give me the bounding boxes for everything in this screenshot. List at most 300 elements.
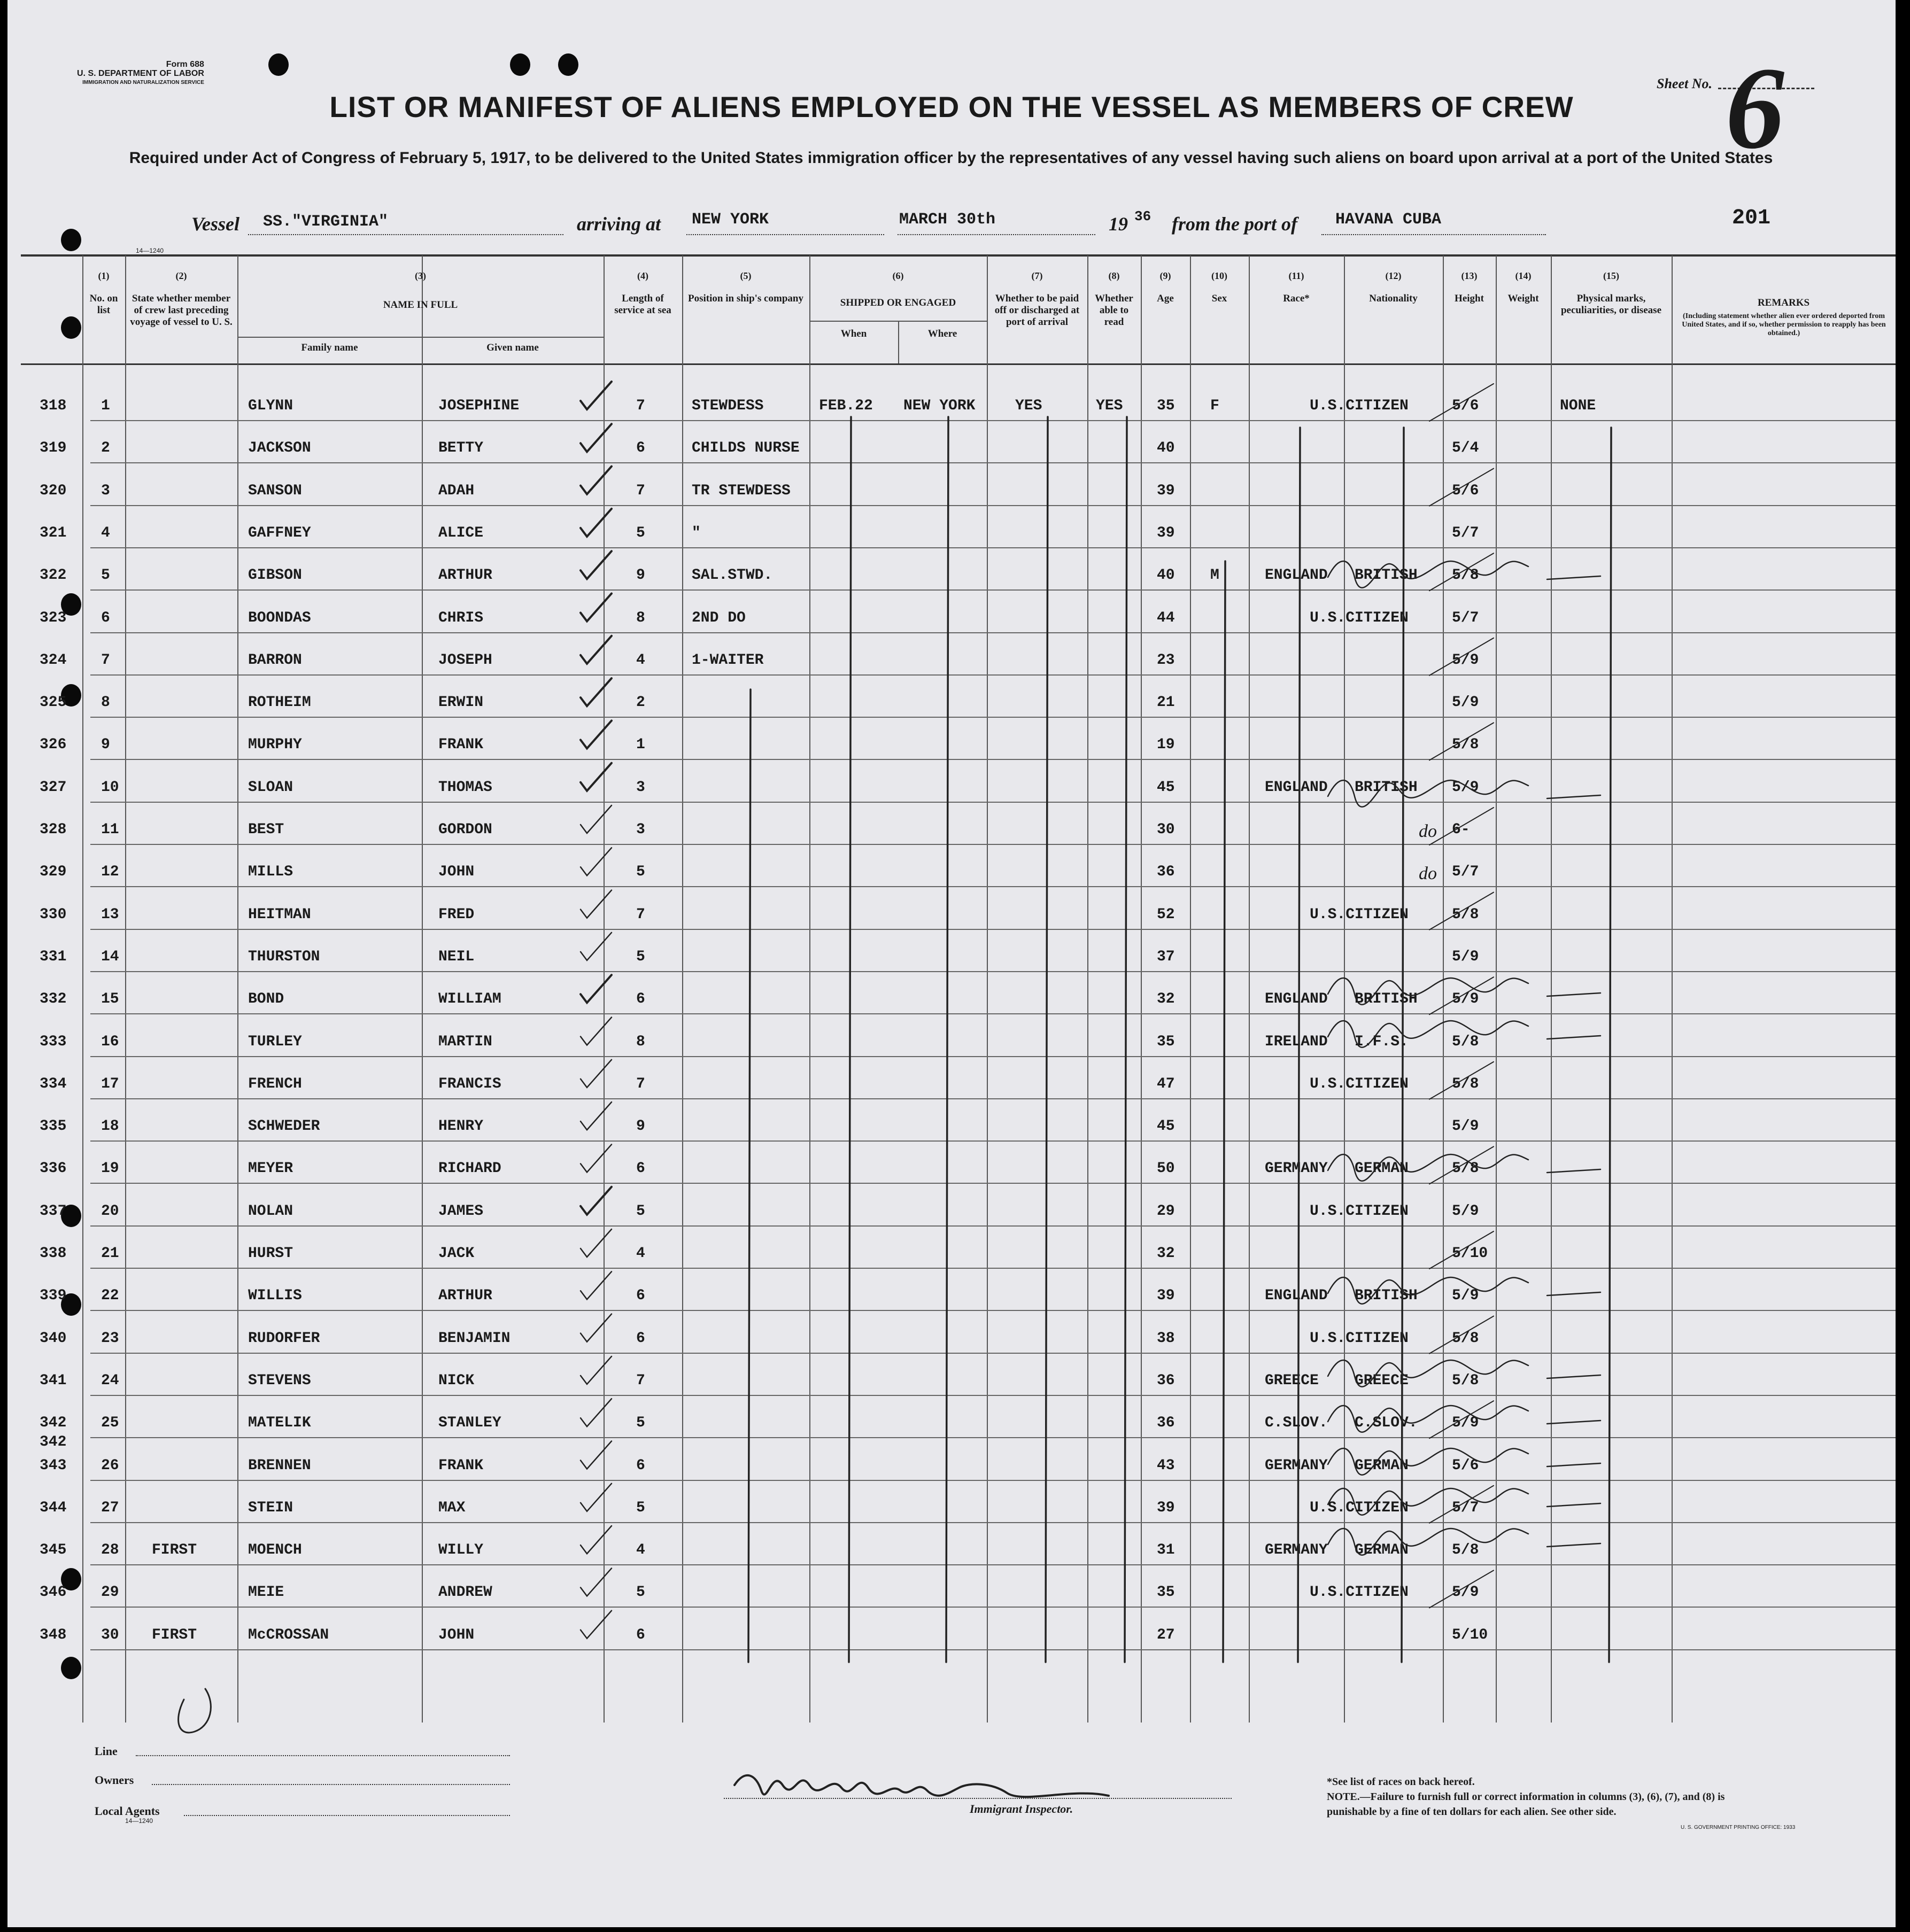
sheet-number: 6	[1726, 43, 1784, 173]
height: 5/6	[1452, 1457, 1479, 1474]
margin-list-number: 332	[40, 991, 67, 1008]
row-rule	[90, 1310, 1896, 1311]
age: 39	[1157, 1499, 1175, 1516]
margin-list-number: 320	[40, 482, 67, 499]
check-mark	[581, 1018, 612, 1045]
margin-list-number: 330	[40, 906, 67, 923]
arriving-label: arriving at	[577, 213, 661, 235]
length-of-service: 9	[636, 567, 645, 584]
row-rule	[90, 1013, 1896, 1014]
family-name: SCHWEDER	[248, 1118, 320, 1135]
nationality: U.S.CITIZEN	[1310, 1202, 1409, 1220]
nationality: GREECE	[1355, 1372, 1409, 1389]
column-header: Nationality	[1369, 293, 1418, 304]
inspector-signature	[734, 1775, 1109, 1797]
check-mark	[581, 1271, 612, 1299]
handwritten-annotation	[1547, 795, 1600, 798]
nationality: BRITISH	[1355, 991, 1418, 1008]
race: GERMANY	[1265, 1160, 1328, 1177]
row-number: 8	[101, 694, 110, 711]
row-rule	[90, 844, 1896, 845]
row-rule	[90, 1395, 1896, 1396]
height: 5/7	[1452, 864, 1479, 881]
sex: F	[1210, 398, 1219, 414]
height: 5/9	[1452, 991, 1479, 1008]
height: 5/8	[1452, 736, 1479, 754]
ditto-line	[849, 417, 851, 1662]
row-rule	[90, 420, 1896, 421]
given-name: BENJAMIN	[438, 1330, 511, 1347]
ditto-line	[946, 417, 948, 1662]
race: GERMANY	[1265, 1542, 1328, 1559]
column-header: Whether to be paid off or discharged at port of arrival	[994, 293, 1080, 328]
race: ENGLAND	[1265, 779, 1328, 796]
position: CHILDS NURSE	[692, 440, 800, 457]
row-number: 17	[101, 1075, 119, 1092]
row-rule	[90, 802, 1896, 803]
given-name: FRANCIS	[438, 1075, 501, 1092]
family-name: SLOAN	[248, 779, 293, 796]
header-bottom-border	[21, 363, 1896, 365]
position: SAL.STWD.	[692, 567, 773, 584]
age: 19	[1157, 736, 1175, 754]
age: 40	[1157, 567, 1175, 584]
column-rule	[125, 255, 126, 1722]
height: 5/9	[1452, 1415, 1479, 1432]
handwritten-annotation	[1547, 1169, 1600, 1173]
family-name: BRENNEN	[248, 1457, 311, 1474]
paid-off: YES	[1015, 398, 1042, 414]
margin-list-number: 339	[40, 1287, 67, 1305]
age: 43	[1157, 1457, 1175, 1474]
column-header: NAME IN FULL	[383, 299, 458, 311]
position: STEWDESS	[692, 398, 764, 414]
length-of-service: 3	[636, 821, 645, 838]
nationality: BRITISH	[1355, 1287, 1418, 1305]
given-name: STANLEY	[438, 1415, 501, 1432]
row-number: 19	[101, 1160, 119, 1177]
row-rule	[90, 929, 1896, 930]
height: 5/8	[1452, 1033, 1479, 1050]
row-number: 15	[101, 991, 119, 1008]
age: 35	[1157, 1033, 1175, 1050]
ditto-line	[1046, 417, 1048, 1662]
family-name: MEYER	[248, 1160, 293, 1177]
check-mark	[581, 1399, 612, 1426]
given-name: JOHN	[438, 1626, 475, 1643]
row-number: 5	[101, 567, 110, 584]
margin-list-number: 333	[40, 1033, 67, 1050]
margin-list-number: 348	[40, 1626, 67, 1643]
family-name: FRENCH	[248, 1075, 302, 1092]
length-of-service: 7	[636, 906, 645, 923]
position: TR STEWDESS	[692, 482, 791, 499]
given-name: JAMES	[438, 1202, 484, 1220]
length-of-service: 6	[636, 440, 645, 457]
margin-list-number: 335	[40, 1118, 67, 1135]
row-rule	[90, 1056, 1896, 1057]
given-name: NEIL	[438, 948, 475, 965]
check-mark	[581, 1314, 612, 1342]
row-number: 30	[101, 1626, 119, 1643]
length-of-service: 7	[636, 398, 645, 414]
family-name: MURPHY	[248, 736, 302, 754]
row-rule	[90, 632, 1896, 633]
age: 36	[1157, 864, 1175, 881]
handwritten-annotation	[1547, 1375, 1600, 1378]
check-mark	[581, 1441, 612, 1469]
check-mark	[581, 1102, 612, 1130]
length-of-service: 4	[636, 1245, 645, 1262]
margin-list-number: 343	[40, 1457, 67, 1474]
length-of-service: 1	[636, 736, 645, 754]
column-rule	[82, 255, 83, 1722]
column-header: Weight	[1507, 293, 1539, 304]
length-of-service: 5	[636, 524, 645, 541]
column-header: REMARKS	[1757, 297, 1810, 308]
family-name: BOONDAS	[248, 609, 311, 626]
ditto-line	[1609, 428, 1611, 1662]
race: IRELAND	[1265, 1033, 1328, 1050]
row-rule	[90, 759, 1896, 760]
punch-hole	[61, 316, 81, 339]
family-name: GLYNN	[248, 398, 293, 414]
line-label: Line	[95, 1744, 118, 1758]
margin-list-number: 340	[40, 1330, 67, 1347]
row-number: 18	[101, 1118, 119, 1135]
height: 5/10	[1452, 1626, 1488, 1643]
column-number: (14)	[1515, 270, 1532, 281]
given-name: FRANK	[438, 1457, 484, 1474]
given-name: JACK	[438, 1245, 475, 1262]
age: 31	[1157, 1542, 1175, 1559]
owners-label: Owners	[95, 1773, 134, 1787]
given-name: JOSEPH	[438, 651, 492, 669]
height: 5/8	[1452, 1542, 1479, 1559]
height: 5/8	[1452, 1330, 1479, 1347]
row-rule	[90, 1607, 1896, 1608]
vessel-label: Vessel	[191, 213, 239, 235]
margin-list-number: 334	[40, 1075, 67, 1092]
family-name: BARRON	[248, 651, 302, 669]
height: 5/8	[1452, 1160, 1479, 1177]
column-header: Position in ship's company	[688, 293, 803, 304]
height: 5/9	[1452, 779, 1479, 796]
column-header: Age	[1157, 293, 1174, 304]
age: 44	[1157, 609, 1175, 626]
check-mark	[581, 1144, 612, 1172]
column-header: Sex	[1211, 293, 1227, 304]
margin-list-number: 321	[40, 524, 67, 541]
nationality: U.S.CITIZEN	[1310, 1075, 1409, 1092]
column-number: (11)	[1288, 270, 1304, 281]
row-rule	[90, 1564, 1896, 1565]
subheader-when: When	[840, 328, 867, 339]
small-code: 14—1240	[136, 247, 164, 254]
length-of-service: 5	[636, 1584, 645, 1601]
row-rule	[90, 971, 1896, 972]
column-number: (7)	[1031, 270, 1043, 281]
given-name: HENRY	[438, 1118, 484, 1135]
margin-list-number: 337	[40, 1202, 67, 1220]
from-label: from the port of	[1172, 213, 1298, 235]
margin-list-number: 338	[40, 1245, 67, 1262]
column-rule	[987, 255, 988, 1722]
column-rule	[1551, 255, 1552, 1722]
age: 21	[1157, 694, 1175, 711]
height: 5/9	[1452, 651, 1479, 669]
check-mark	[581, 594, 612, 622]
form-id-block	[77, 60, 204, 87]
shipped-when: FEB.22	[819, 398, 873, 414]
given-name: ARTHUR	[438, 567, 492, 584]
age: 29	[1157, 1202, 1175, 1220]
family-name: SANSON	[248, 482, 302, 499]
height: 5/9	[1452, 1118, 1479, 1135]
family-name: McCROSSAN	[248, 1626, 329, 1643]
check-mark	[581, 1568, 612, 1596]
column-rule	[237, 255, 238, 1722]
age: 45	[1157, 779, 1175, 796]
length-of-service: 5	[636, 1499, 645, 1516]
column-header: Length of service at sea	[614, 293, 671, 316]
page-title: LIST OR MANIFEST OF ALIENS EMPLOYED ON THE VESSEL AS MEMBERS OF CREW	[329, 90, 1574, 123]
column-rule	[1087, 255, 1088, 1722]
shipped-where: NEW YORK	[903, 398, 976, 414]
check-mark	[581, 1060, 612, 1088]
year-prefix: 19	[1109, 213, 1128, 235]
column-number: (13)	[1461, 270, 1478, 281]
margin-list-number: 342	[40, 1434, 67, 1451]
punch-hole	[558, 53, 578, 76]
check-mark	[581, 890, 612, 918]
row-number: 4	[101, 524, 110, 541]
age: 40	[1157, 440, 1175, 457]
margin-list-number: 342	[40, 1415, 67, 1432]
handwritten-annotation	[1547, 1421, 1600, 1424]
margin-list-number: 336	[40, 1160, 67, 1177]
given-name: FRED	[438, 906, 475, 923]
row-rule	[90, 1268, 1896, 1269]
height: 5/8	[1452, 1075, 1479, 1092]
header-subdivider	[898, 321, 899, 363]
age: 50	[1157, 1160, 1175, 1177]
age: 32	[1157, 991, 1175, 1008]
row-rule	[90, 1522, 1896, 1523]
row-number: 25	[101, 1415, 119, 1432]
margin-list-number: 318	[40, 398, 67, 414]
check-mark	[581, 933, 612, 960]
height: 5/7	[1452, 1499, 1479, 1516]
able-to-read: YES	[1096, 398, 1123, 414]
family-name: HEITMAN	[248, 906, 311, 923]
form-number: Form 688	[166, 60, 204, 69]
position: 1-WAITER	[692, 651, 764, 669]
given-name: ARTHUR	[438, 1287, 492, 1305]
table-top-border	[21, 254, 1896, 257]
column-number: (8)	[1108, 270, 1120, 281]
vessel-name: SS."VIRGINIA"	[263, 213, 389, 231]
length-of-service: 5	[636, 1415, 645, 1432]
given-name: FRANK	[438, 736, 484, 754]
row-number: 27	[101, 1499, 119, 1516]
age: 45	[1157, 1118, 1175, 1135]
given-name: ANDREW	[438, 1584, 492, 1601]
column-number: (4)	[637, 270, 648, 281]
margin-list-number: 326	[40, 736, 67, 754]
column-rule	[682, 255, 683, 1722]
row-rule	[90, 589, 1896, 591]
column-rule	[604, 255, 605, 1722]
handwritten-annotation	[1547, 1503, 1600, 1507]
from-port: HAVANA CUBA	[1335, 211, 1442, 229]
column-rule	[1141, 255, 1142, 1722]
row-number: 28	[101, 1542, 119, 1559]
given-name: NICK	[438, 1372, 475, 1389]
length-of-service: 7	[636, 482, 645, 499]
given-name: ADAH	[438, 482, 475, 499]
length-of-service: 8	[636, 1033, 645, 1050]
punch-hole	[510, 53, 530, 76]
age: 38	[1157, 1330, 1175, 1347]
column-header: SHIPPED OR ENGAGED	[840, 297, 956, 308]
age: 39	[1157, 482, 1175, 499]
row-rule	[90, 674, 1896, 676]
check-mark	[581, 678, 612, 706]
margin-list-number: 341	[40, 1372, 67, 1389]
height: 5/9	[1452, 1584, 1479, 1601]
inspector-label: Immigrant Inspector.	[970, 1802, 1073, 1815]
check-mark	[581, 1484, 612, 1511]
row-rule	[90, 1183, 1896, 1184]
arrival-date: MARCH 30th	[899, 211, 996, 229]
row-rule	[90, 1225, 1896, 1227]
race: ENGLAND	[1265, 567, 1328, 584]
row-number: 20	[101, 1202, 119, 1220]
column-rule	[1672, 255, 1673, 1722]
previous-voyage: FIRST	[152, 1626, 197, 1643]
column-number: (10)	[1211, 270, 1227, 281]
arriving-port: NEW YORK	[692, 211, 769, 229]
height: 5/10	[1452, 1245, 1488, 1262]
margin-list-number: 344	[40, 1499, 67, 1516]
row-rule	[90, 1480, 1896, 1481]
height: 5/8	[1452, 567, 1479, 584]
age: 30	[1157, 821, 1175, 838]
age: 35	[1157, 1584, 1175, 1601]
name-subrule	[237, 337, 604, 338]
length-of-service: 7	[636, 1372, 645, 1389]
given-name: JOSEPHINE	[438, 398, 520, 414]
family-name: WILLIS	[248, 1287, 302, 1305]
nationality: U.S.CITIZEN	[1310, 1330, 1409, 1347]
margin-list-number: 322	[40, 567, 67, 584]
row-number: 9	[101, 736, 110, 754]
previous-voyage: FIRST	[152, 1542, 197, 1559]
given-name: ALICE	[438, 524, 484, 541]
height: 5/8	[1452, 1372, 1479, 1389]
column-number: (15)	[1603, 270, 1619, 281]
check-mark	[581, 1187, 612, 1215]
handwritten-annotation	[1547, 993, 1600, 996]
nationality: GERMAN	[1355, 1160, 1409, 1177]
nationality: U.S.CITIZEN	[1310, 906, 1409, 923]
circle-annotation	[179, 1689, 211, 1733]
row-rule	[90, 1140, 1896, 1142]
nationality: BRITISH	[1355, 567, 1418, 584]
nationality: U.S.CITIZEN	[1310, 1499, 1409, 1516]
family-name: ROTHEIM	[248, 694, 311, 711]
length-of-service: 6	[636, 1160, 645, 1177]
margin-list-number: 324	[40, 651, 67, 669]
note-star: *See list of races on back hereof.	[1327, 1776, 1475, 1788]
given-name: BETTY	[438, 440, 484, 457]
row-rule	[90, 505, 1896, 506]
age: 36	[1157, 1415, 1175, 1432]
column-number: (5)	[740, 270, 752, 281]
page-stamp: 201	[1732, 206, 1771, 230]
handwritten-annotation	[1547, 1292, 1600, 1295]
subheader-given: Given name	[486, 342, 539, 353]
subheader-family: Family name	[301, 342, 358, 353]
family-name: STEVENS	[248, 1372, 311, 1389]
margin-list-number: 325	[40, 694, 67, 711]
row-number: 24	[101, 1372, 119, 1389]
age: 39	[1157, 524, 1175, 541]
height: 5/4	[1452, 440, 1479, 457]
length-of-service: 2	[636, 694, 645, 711]
handwritten-annotation	[1547, 1543, 1600, 1547]
department: U. S. DEPARTMENT OF LABOR	[77, 69, 204, 78]
physical-marks: NONE	[1560, 398, 1596, 414]
check-mark	[581, 551, 612, 579]
family-name: MEIE	[248, 1584, 284, 1601]
row-rule	[90, 1098, 1896, 1099]
length-of-service: 5	[636, 948, 645, 965]
given-name: WILLIAM	[438, 991, 501, 1008]
race: ENGLAND	[1265, 991, 1328, 1008]
ditto-line	[748, 689, 751, 1662]
column-rule	[1443, 255, 1444, 1722]
remarks-note: (Including statement whether alien ever ordered deported from United States, and if so, whether permission to reapply has been obtained.)	[1682, 312, 1886, 337]
column-rule	[1496, 255, 1497, 1722]
height: 5/8	[1452, 906, 1479, 923]
sex: M	[1210, 567, 1219, 584]
given-name: MARTIN	[438, 1033, 492, 1050]
row-number: 3	[101, 482, 110, 499]
length-of-service: 6	[636, 1287, 645, 1305]
row-number: 21	[101, 1245, 119, 1262]
family-name: TURLEY	[248, 1033, 302, 1050]
age: 52	[1157, 906, 1175, 923]
length-of-service: 7	[636, 1075, 645, 1092]
height: 5/6	[1452, 482, 1479, 499]
length-of-service: 6	[636, 1330, 645, 1347]
column-header: Height	[1455, 293, 1484, 304]
age: 36	[1157, 1372, 1175, 1389]
column-header: Race*	[1283, 293, 1310, 304]
check-mark	[581, 509, 612, 537]
check-mark	[581, 467, 612, 494]
nationality: GERMAN	[1355, 1457, 1409, 1474]
race: C.SLOV.	[1265, 1415, 1328, 1432]
year-suffix: 36	[1134, 208, 1151, 224]
age: 39	[1157, 1287, 1175, 1305]
row-number: 1	[101, 398, 110, 414]
nationality: U.S.CITIZEN	[1310, 1584, 1409, 1601]
height: 5/9	[1452, 1287, 1479, 1305]
check-mark	[581, 382, 612, 409]
